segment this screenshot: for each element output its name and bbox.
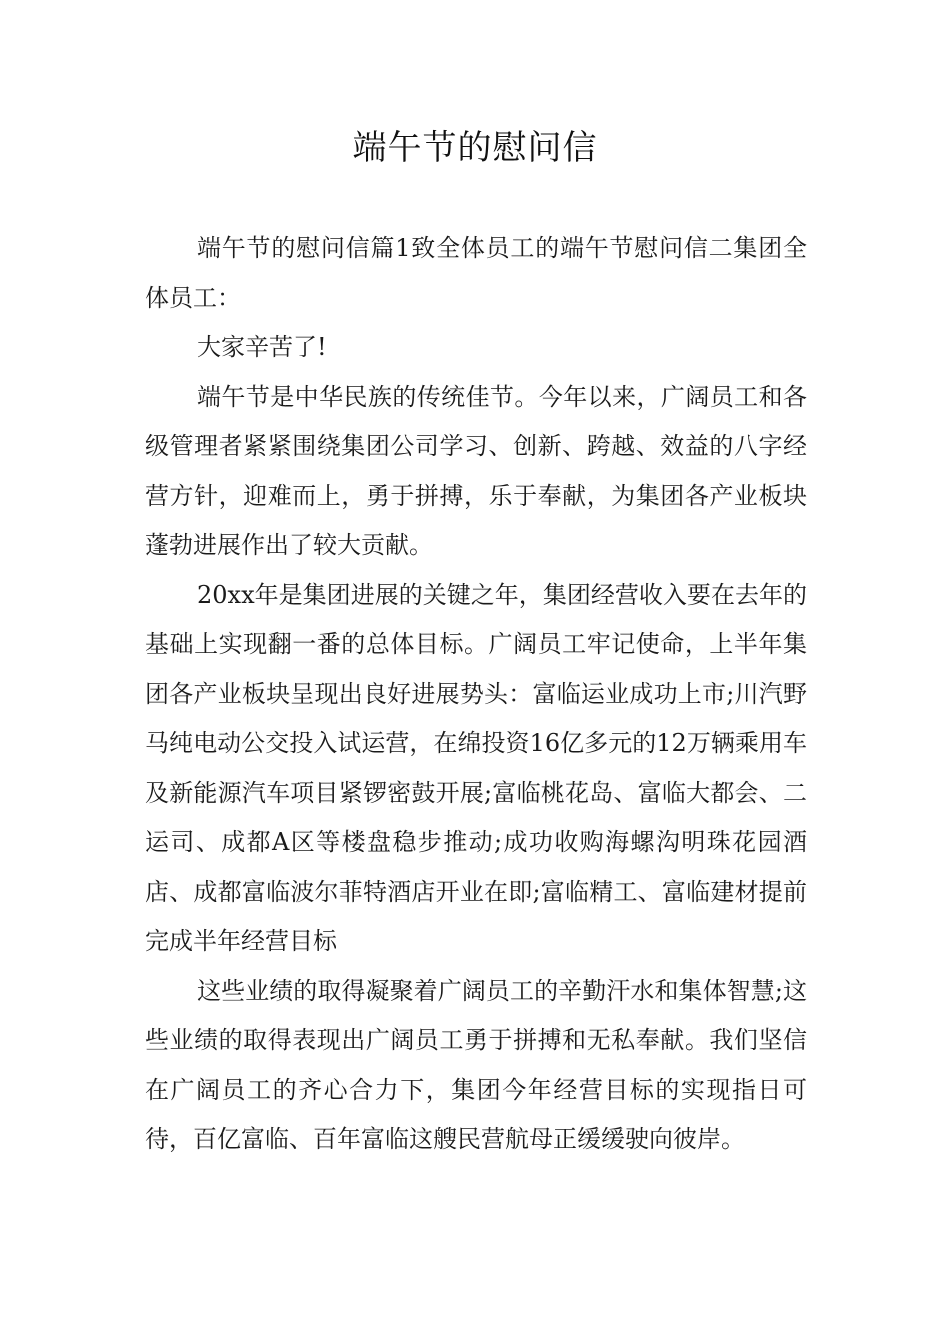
paragraph-achievements: 20xx年是集团进展的关键之年，集团经营收入要在去年的基础上实现翻一番的总体目标。广阔员工牢记使命，上半年集团各产业板块呈现出良好进展势头：富临运业成功上市;川汽野马纯电动公交投入试运营，在绵投资16亿多元的12万辆乘用车及新能源汽车项目紧锣密鼓开展;富临桃花岛、富临大都会、二运司、成都A区等楼盘稳步推动;成功收购海螺沟明珠花园酒店、成都富临波尔菲特酒店开业在即;富临精工、富临建材提前完成半年经营目标 (145, 580, 807, 955)
paragraph-greeting: 大家辛苦了! (197, 333, 327, 361)
paragraph-festival: 端午节是中华民族的传统佳节。今年以来，广阔员工和各级管理者紧紧围绕集团公司学习、创新、跨越、效益的八字经营方针，迎难而上，勇于拼搏，乐于奉献，为集团各产业板块蓬勃进展作出了较大贡献。 (145, 382, 807, 559)
document-title: 端午节的慰问信 (352, 128, 598, 168)
document-body (145, 224, 807, 1165)
paragraph-conclusion: 这些业绩的取得凝聚着广阔员工的辛勤汗水和集体智慧;这些业绩的取得表现出广阔员工勇于拼搏和无私奉献。我们坚信在广阔员工的齐心合力下，集团今年经营目标的实现指日可待，百亿富临、百年富临这艘民营航母正缓缓驶向彼岸。 (145, 976, 807, 1153)
paragraph-salutation: 端午节的慰问信篇1致全体员工的端午节慰问信二集团全体员工： (145, 234, 807, 312)
